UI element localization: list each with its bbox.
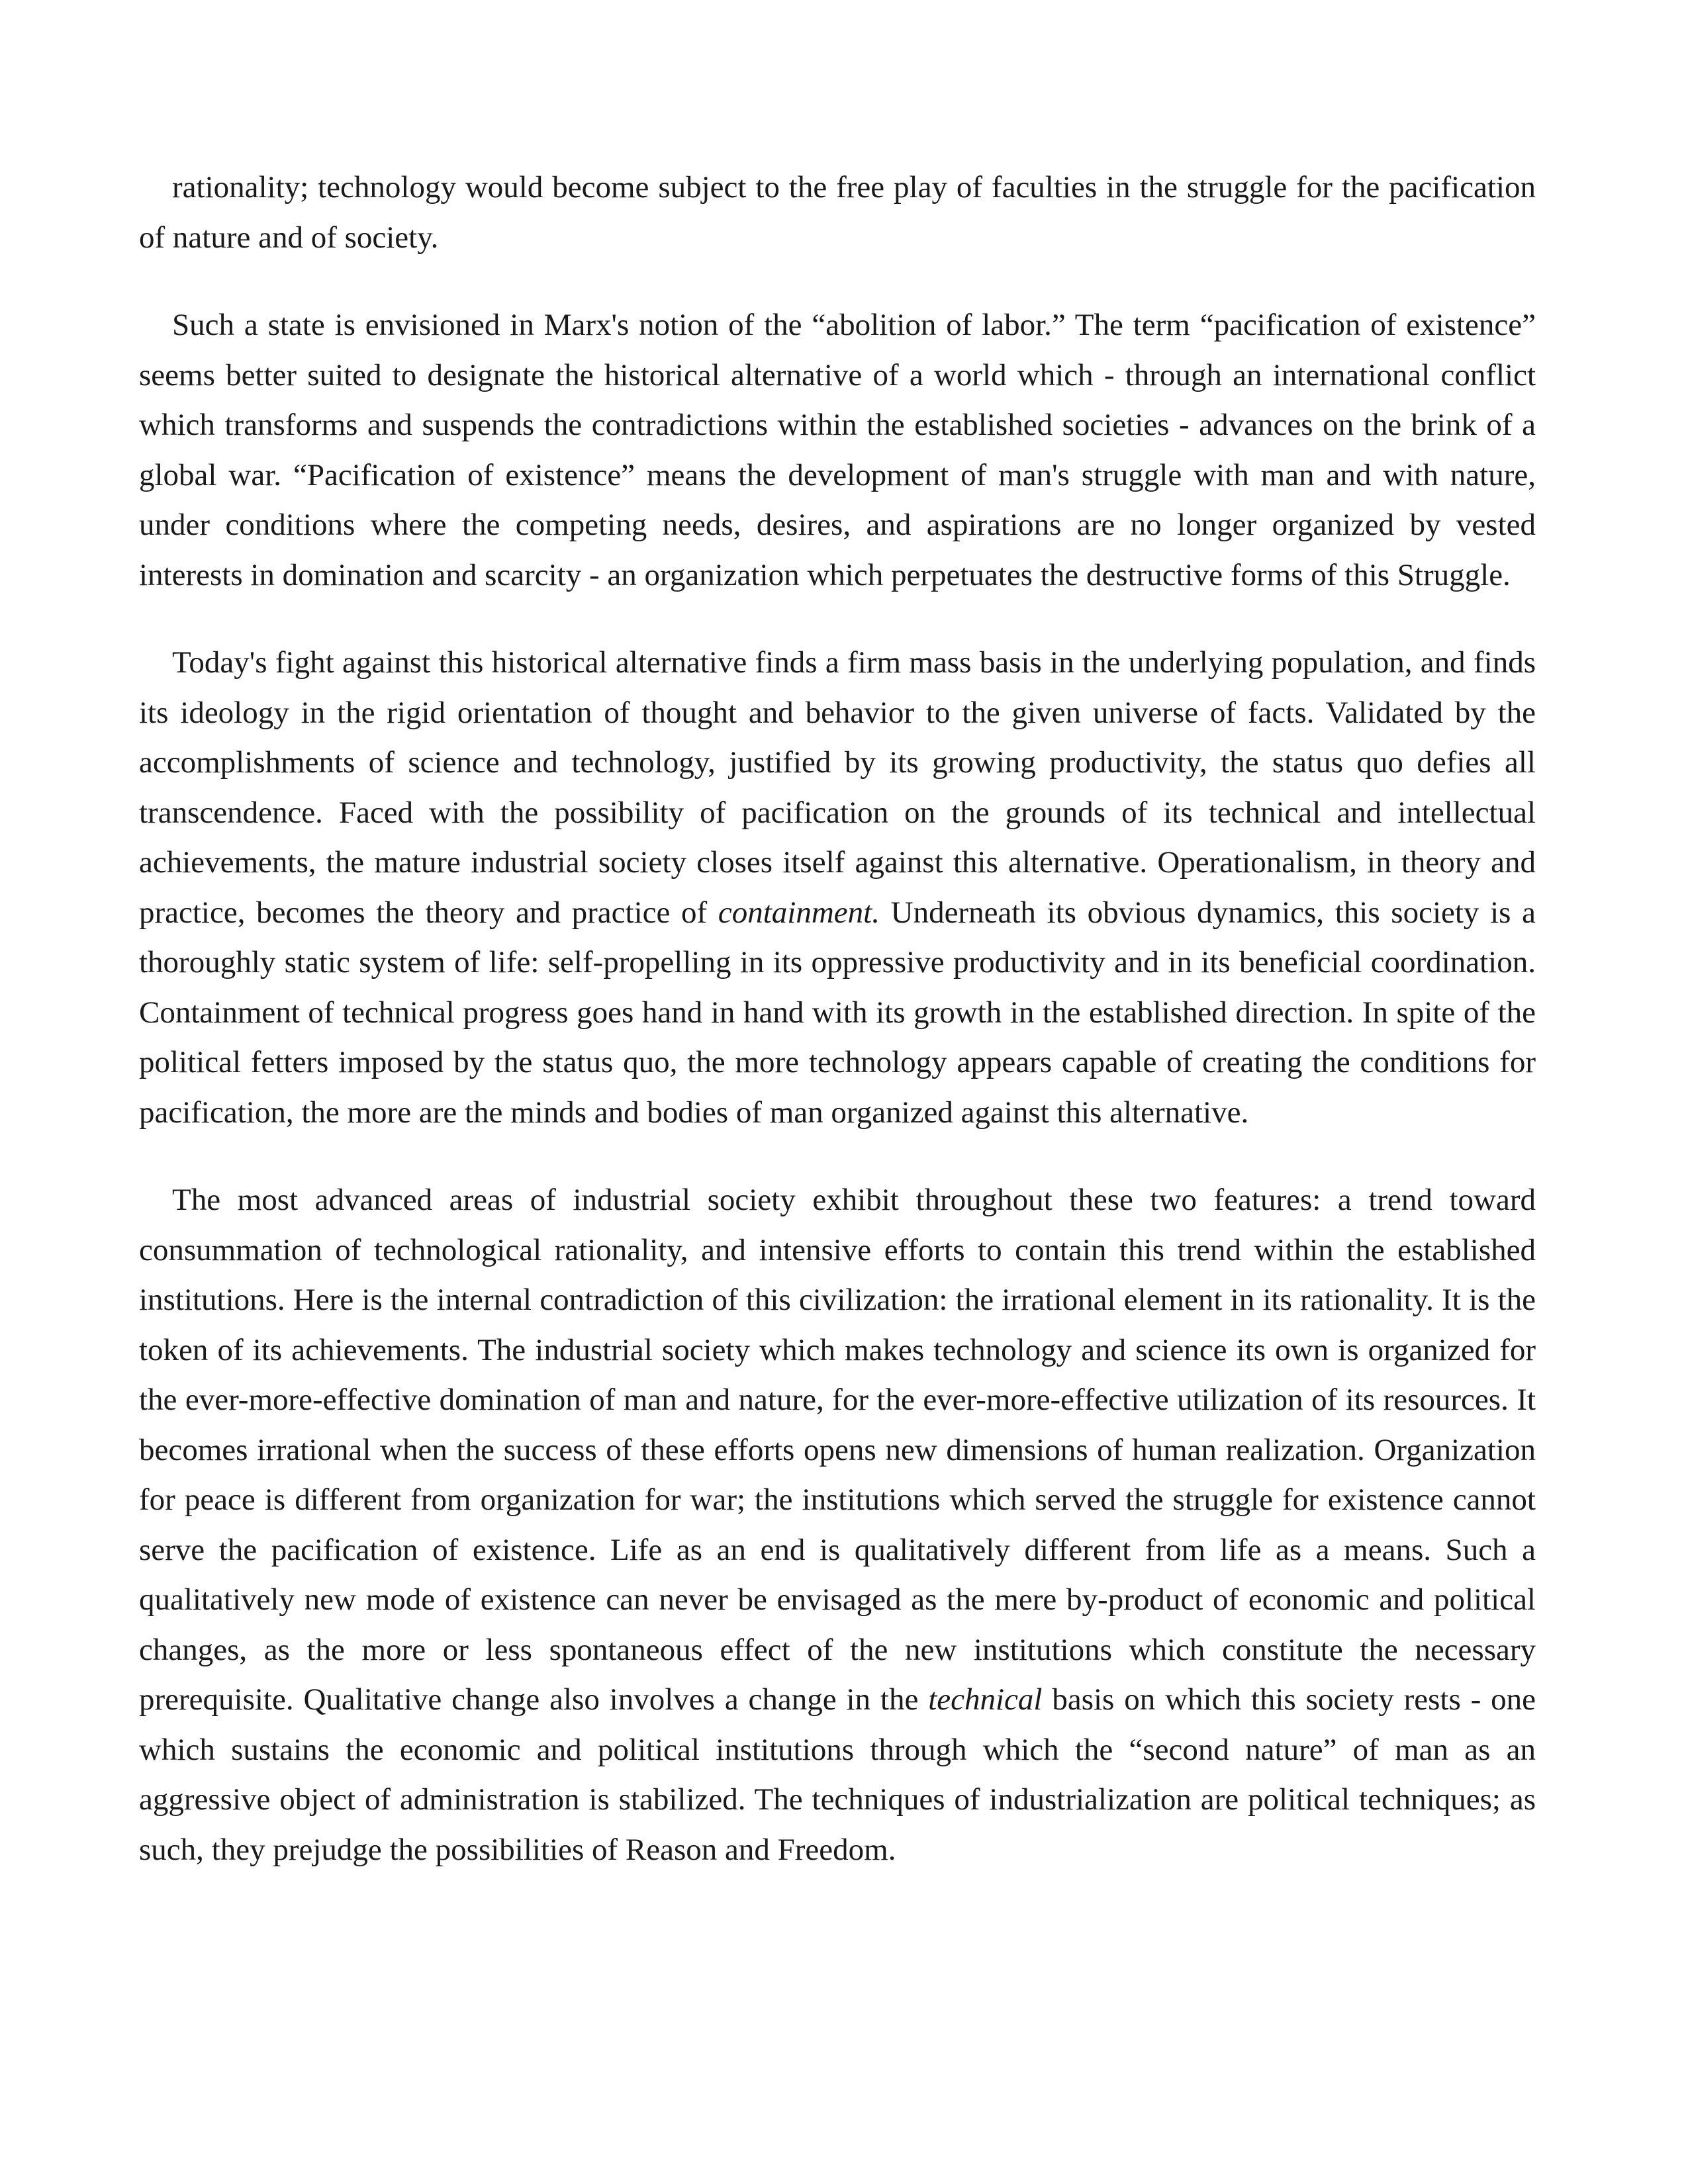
emphasis-containment: containment. (718, 895, 880, 930)
paragraph-text: The most advanced areas of industrial society exhibit throughout these two features: a trend toward consummation of technological rationality, and intensive efforts to contain this trend within the established institutions. Here is the internal contradiction of this civilization: the irrational element in its rationality. It is the token of its achievements. The industrial society which makes technology and science its own is organized for the ever-more-effective domination of man and nature, for the ever-more-effective utilization of its resources. It becomes irrational when the success of these efforts opens new dimensions of human realization. Organization for peace is different from organization for war; the institutions which served the struggle for existence cannot serve the pacification of existence. Life as an end is qualitatively different from life as a means. Such a qualitatively new mode of existence can never be envisaged as the mere by-product of economic and political changes, as the more or less spontaneous effect of the new institutions which constitute the necessary prerequisite. Qualitative change also involves a change in the (139, 1183, 1536, 1717)
emphasis-technical: technical (928, 1682, 1043, 1717)
paragraph-text: Today's fight against this historical alternative finds a firm mass basis in the underlying population, and finds its ideology in the rigid orientation of thought and behavior to the given universe of facts. Validated by the accomplishments of science and technology, justified by its growing productivity, the status quo defies all transcendence. Faced with the possibility of pacification on the grounds of its technical and intellectual achievements, the mature industrial society closes itself against this alternative. Operationalism, in theory and practice, becomes the theory and practice of (139, 645, 1536, 930)
paragraph-4 (139, 1175, 1536, 1875)
paragraph-text: basis on which this society rests - one which sustains the economic and political institutions through which the “second nature” of man as an aggressive object of administration is stabilized. The techniques of industrialization are political techniques; as such, they prejudge the possibilities of Reason and Freedom. (139, 1682, 1536, 1867)
paragraph-text: rationality; technology would become subject to the free play of faculties in the struggle for the pacification of nature and of society. (139, 170, 1536, 255)
paragraph-2 (139, 300, 1536, 600)
document-body (139, 163, 1536, 1875)
paragraph-text: Underneath its obvious dynamics, this society is a thoroughly static system of life: self-propelling in its oppressive productivity and in its beneficial coordination. Containment of technical progress goes hand in hand with its growth in the established direction. In spite of the political fetters imposed by the status quo, the more technology appears capable of creating the conditions for pacification, the more are the minds and bodies of man organized against this alternative. (139, 895, 1536, 1130)
paragraph-1 (139, 163, 1536, 263)
paragraph-3 (139, 638, 1536, 1138)
paragraph-text: Such a state is envisioned in Marx's notion of the “abolition of labor.” The term “pacification of existence” seems better suited to designate the historical alternative of a world which - through an international conflict which transforms and suspends the contradictions within the established societies - advances on the brink of a global war. “Pacification of existence” means the development of man's struggle with man and with nature, under conditions where the competing needs, desires, and aspirations are no longer organized by vested interests in domination and scarcity - an organization which perpetuates the destructive forms of this Struggle. (139, 308, 1536, 592)
